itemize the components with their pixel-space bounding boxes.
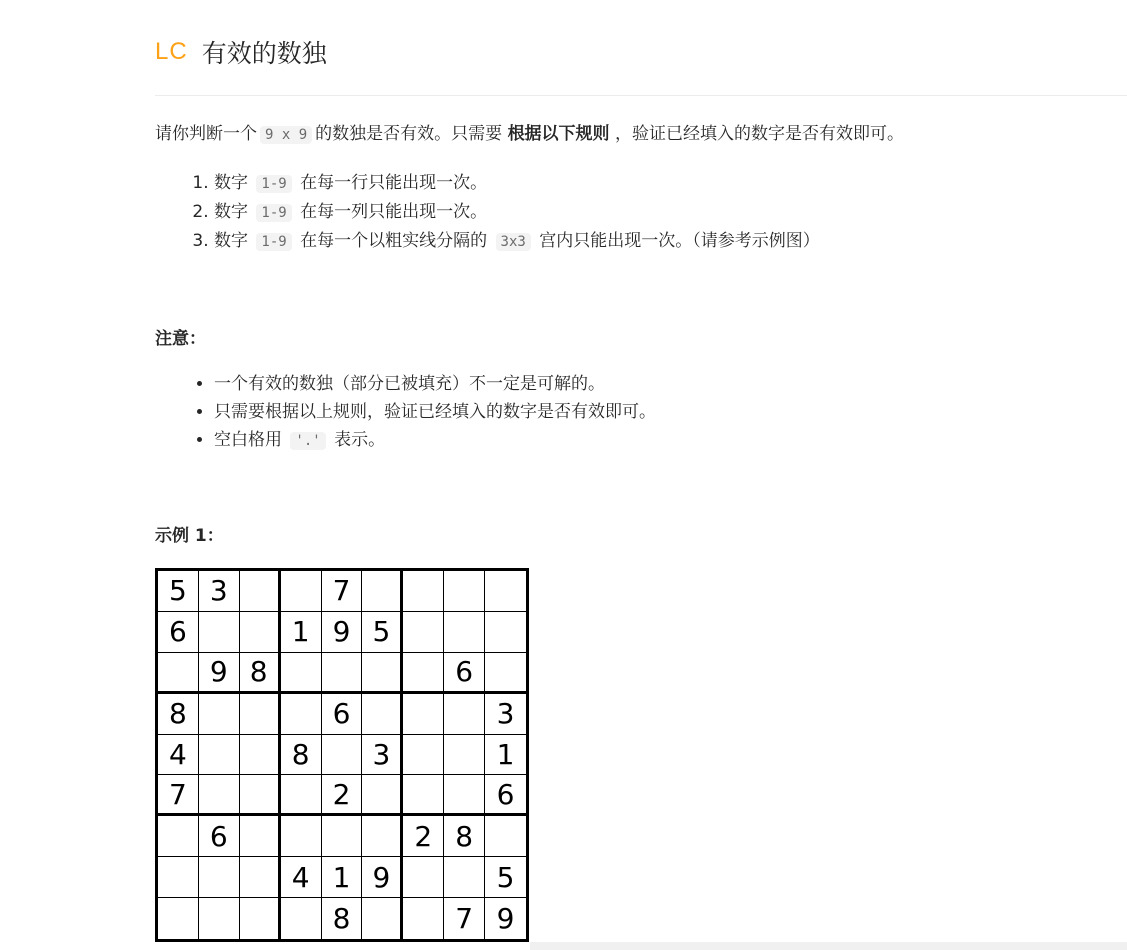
- sudoku-cell: [281, 775, 322, 816]
- example-heading: 示例 1：: [155, 526, 224, 546]
- sudoku-cell: [403, 898, 444, 939]
- sudoku-cell: [240, 898, 281, 939]
- sudoku-cell: 2: [403, 816, 444, 857]
- sudoku-cell: 6: [485, 775, 526, 816]
- sudoku-cell: [444, 735, 485, 776]
- intro-text-2: 的数独是否有效。只需要: [315, 124, 503, 144]
- sudoku-cell: [281, 653, 322, 694]
- sudoku-cell: [485, 612, 526, 653]
- sudoku-cell: 6: [322, 694, 363, 735]
- rule-text-post: 在每一行只能出现一次。: [300, 173, 488, 193]
- rule-code: 1-9: [256, 175, 291, 193]
- sudoku-cell: 8: [281, 735, 322, 776]
- sudoku-cell: 6: [444, 653, 485, 694]
- intro-text-3: ，验证已经填入的数字是否有效即可。: [614, 124, 904, 144]
- sudoku-cell: 4: [158, 735, 199, 776]
- note-heading: 注意：: [155, 329, 206, 349]
- intro-code-size: 9 x 9: [260, 126, 312, 144]
- sudoku-cell: [240, 775, 281, 816]
- sudoku-cell: [199, 898, 240, 939]
- sudoku-cell: [444, 571, 485, 612]
- note-text-post: 表示。: [334, 430, 386, 450]
- sudoku-cell: 8: [322, 898, 363, 939]
- rule-item: [214, 227, 820, 256]
- sudoku-cell: 3: [485, 694, 526, 735]
- sudoku-cell: [362, 694, 403, 735]
- note-code-dot: '.': [290, 432, 325, 450]
- sudoku-cell: [281, 898, 322, 939]
- sudoku-cell: 8: [240, 653, 281, 694]
- sudoku-cell: [322, 735, 363, 776]
- sudoku-cell: 1: [322, 857, 363, 898]
- sudoku-cell: 2: [322, 775, 363, 816]
- sudoku-cell: [281, 694, 322, 735]
- sudoku-cell: 3: [199, 571, 240, 612]
- sudoku-cell: [485, 816, 526, 857]
- rule-text-mid: 在每一个以粗实线分隔的: [300, 231, 488, 251]
- sudoku-cell: 7: [158, 775, 199, 816]
- sudoku-cell: [322, 816, 363, 857]
- sudoku-cell: [403, 735, 444, 776]
- sudoku-cell: 5: [158, 571, 199, 612]
- sudoku-cell: 1: [485, 735, 526, 776]
- sudoku-cell: [485, 571, 526, 612]
- rule-code-box: 3x3: [496, 233, 531, 251]
- sudoku-cell: [403, 653, 444, 694]
- rule-text-pre: 数字: [214, 173, 248, 193]
- sudoku-cell: [281, 571, 322, 612]
- problem-description: [155, 121, 904, 148]
- title-row: [155, 34, 327, 70]
- rule-item: [214, 169, 820, 198]
- sudoku-cell: [240, 571, 281, 612]
- sudoku-cell: [403, 857, 444, 898]
- sudoku-cell: [444, 612, 485, 653]
- sudoku-cell: [403, 775, 444, 816]
- sudoku-cell: [199, 694, 240, 735]
- sudoku-cell: [240, 816, 281, 857]
- sudoku-cell: [158, 816, 199, 857]
- sudoku-cell: 5: [485, 857, 526, 898]
- sudoku-cell: [403, 694, 444, 735]
- sudoku-cell: 5: [362, 612, 403, 653]
- sudoku-cell: 9: [199, 653, 240, 694]
- sudoku-cell: [240, 612, 281, 653]
- sudoku-cell: [403, 612, 444, 653]
- sudoku-cell: 8: [444, 816, 485, 857]
- sudoku-cell: 7: [322, 571, 363, 612]
- rule-code: 1-9: [256, 233, 291, 251]
- sudoku-cell: [240, 735, 281, 776]
- sudoku-cell: 9: [362, 857, 403, 898]
- sudoku-cell: 8: [158, 694, 199, 735]
- sudoku-cell: [158, 857, 199, 898]
- sudoku-cell: [158, 898, 199, 939]
- sudoku-cell: [322, 653, 363, 694]
- sudoku-cell: [403, 571, 444, 612]
- sudoku-cell: 9: [496, 902, 515, 936]
- rule-text-pre: 数字: [214, 231, 248, 251]
- note-item: • 一个有效的数独（部分已被填充）不一定是可解的。: [214, 370, 656, 398]
- sudoku-cell: [362, 653, 403, 694]
- sudoku-cell: 6: [158, 612, 199, 653]
- sudoku-board-image: [155, 568, 529, 942]
- note-item: • 只需要根据以上规则，验证已经填入的数字是否有效即可。: [214, 398, 656, 426]
- sudoku-cell: [199, 857, 240, 898]
- sudoku-cell: [444, 857, 485, 898]
- sudoku-cell: 9: [322, 612, 363, 653]
- sudoku-cell: [362, 775, 403, 816]
- rule-text-pre: 数字: [214, 202, 248, 222]
- leetcode-logo[interactable]: LC: [155, 38, 188, 65]
- sudoku-cell: 1: [281, 612, 322, 653]
- rule-text-post: 在每一列只能出现一次。: [300, 202, 488, 222]
- sudoku-cell: 7: [444, 898, 485, 939]
- notes-list: [155, 370, 656, 455]
- sudoku-cell: [199, 775, 240, 816]
- sudoku-cell: [444, 775, 485, 816]
- sudoku-cell: 4: [281, 857, 322, 898]
- rule-text-post: 宫内只能出现一次。（请参考示例图）: [539, 231, 820, 251]
- divider: [155, 95, 1127, 96]
- sudoku-cell: [199, 612, 240, 653]
- sudoku-cell: [158, 653, 199, 694]
- note-text-pre: 空白格用: [214, 430, 282, 450]
- intro-text-1: 请你判断一个: [155, 124, 257, 144]
- rule-code: 1-9: [256, 204, 291, 222]
- sudoku-cell: [362, 816, 403, 857]
- rules-list: [155, 169, 820, 256]
- horizontal-scrollbar[interactable]: [530, 942, 1127, 950]
- sudoku-cell: [362, 898, 403, 939]
- page-title: 有效的数独: [201, 39, 327, 68]
- sudoku-cell: [281, 816, 322, 857]
- sudoku-cell: [485, 653, 526, 694]
- sudoku-cell: [240, 694, 281, 735]
- sudoku-cell: [444, 694, 485, 735]
- sudoku-cell: 3: [362, 735, 403, 776]
- rule-item: [214, 198, 820, 227]
- sudoku-cell: [362, 571, 403, 612]
- sudoku-cell: [199, 735, 240, 776]
- sudoku-cell: [240, 857, 281, 898]
- note-item: [214, 426, 656, 455]
- sudoku-cell: 6: [199, 816, 240, 857]
- intro-bold-rules: 根据以下规则: [507, 124, 610, 144]
